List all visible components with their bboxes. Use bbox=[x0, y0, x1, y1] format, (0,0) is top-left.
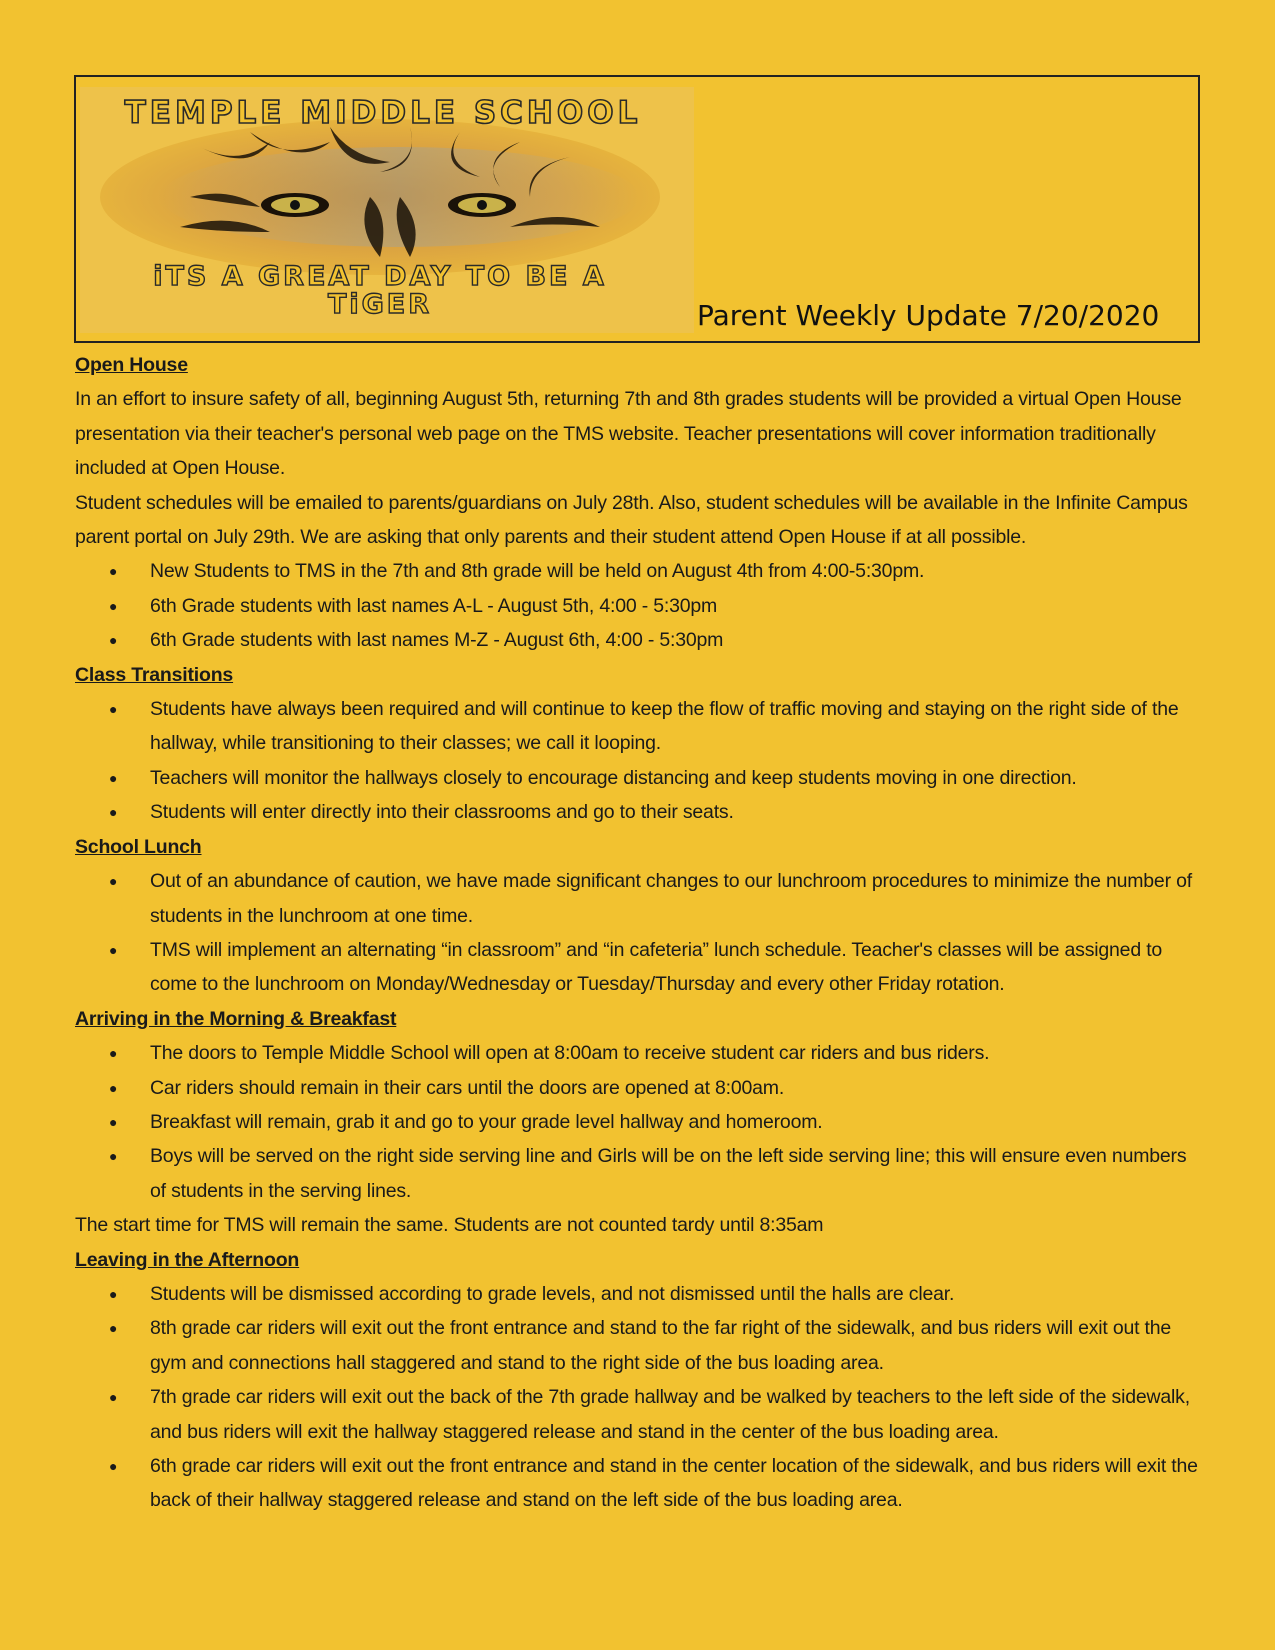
section-note: The start time for TMS will remain the same. Students are not counted tardy until 8:35am bbox=[75, 1214, 824, 1237]
banner-tagline-line2: TiGER bbox=[327, 289, 433, 320]
bullet-item: ● 7th grade car riders will exit out the back of the 7th grade hallway and be walked by teachers to the left side of the sidewalk, and bus riders will exit the hallway staggered release and stand in the center of the bus loading area. bbox=[150, 1380, 1203, 1449]
newsletter-body bbox=[75, 348, 1203, 1518]
school-banner bbox=[80, 87, 694, 333]
banner-title: TEMPLE MIDDLE SCHOOL bbox=[124, 95, 642, 131]
bullet-item: ● Teachers will monitor the hallways closely to encourage distancing and keep students moving in one direction. bbox=[150, 761, 1203, 795]
bullet-list bbox=[75, 864, 1203, 1002]
banner-tagline-line1: iTS A GREAT DAY TO BE A bbox=[153, 261, 607, 292]
section-heading: Class Transitions bbox=[75, 663, 234, 686]
bullet-list bbox=[75, 692, 1203, 830]
section-heading: Open House bbox=[75, 354, 188, 376]
bullet-item: ● Students have always been required and will continue to keep the flow of traffic moving and staying on the right side of the hallway, while transitioning to their classes; we call it looping. bbox=[150, 692, 1203, 761]
bullet-item: ● 6th Grade students with last names A-L - August 5th, 4:00 - 5:30pm bbox=[150, 589, 1203, 623]
bullet-item: ● Boys will be served on the right side serving line and Girls will be on the left side serving line; this will ensure even numbers of students in the serving lines. bbox=[150, 1139, 1203, 1208]
bullet-item: ● 6th grade car riders will exit out the front entrance and stand in the center location of the sidewalk, and bus riders will exit the back of their hallway staggered release and stand on the left side of the bus loading area. bbox=[150, 1449, 1203, 1518]
bullet-list bbox=[75, 1277, 1203, 1518]
section-heading: Leaving in the Afternoon bbox=[75, 1248, 300, 1271]
section-heading: School Lunch bbox=[75, 835, 202, 858]
bullet-item: ● Car riders should remain in their cars until the doors are opened at 8:00am. bbox=[150, 1071, 1203, 1105]
section-paragraph: In an effort to insure safety of all, beginning August 5th, returning 7th and 8th grades students will be provided a virtual Open House presentation via their teacher's personal web page on the TMS website. Teacher presentations will cover information traditionally included at Open House. bbox=[75, 388, 1182, 480]
section-heading: Arriving in the Morning & Breakfast bbox=[75, 1007, 397, 1030]
bullet-item: ● New Students to TMS in the 7th and 8th grade will be held on August 4th from 4:00-5:30pm. bbox=[150, 554, 1203, 588]
bullet-item: ● Out of an abundance of caution, we have made significant changes to our lunchroom procedures to minimize the number of students in the lunchroom at one time. bbox=[150, 864, 1203, 933]
tiger-banner-image bbox=[80, 87, 694, 333]
bullet-item: ● 8th grade car riders will exit out the front entrance and stand to the far right of the sidewalk, and bus riders will exit out the gym and connections hall staggered and stand to the right side of the bus loading area. bbox=[150, 1311, 1203, 1380]
bullet-item: ● 6th Grade students with last names M-Z - August 6th, 4:00 - 5:30pm bbox=[150, 623, 1203, 657]
header-box bbox=[74, 75, 1200, 343]
bullet-list bbox=[75, 554, 1203, 657]
bullet-item: ● The doors to Temple Middle School will open at 8:00am to receive student car riders and bus riders. bbox=[150, 1036, 1203, 1070]
bullet-list bbox=[75, 1036, 1203, 1208]
bullet-item: ● Students will enter directly into their classrooms and go to their seats. bbox=[150, 795, 1203, 829]
bullet-item: ● TMS will implement an alternating “in classroom” and “in cafeteria” lunch schedule. Teacher's classes will be assigned to come to the lunchroom on Monday/Wednesday or Tuesday/Thursday and every other Friday rotation. bbox=[150, 933, 1203, 1002]
update-title: Parent Weekly Update 7/20/2020 bbox=[697, 299, 1160, 332]
section-paragraph: Student schedules will be emailed to parents/guardians on July 28th. Also, student schedules will be available in the Infinite Campus parent portal on July 29th. We are asking that only parents and their student attend Open House if at all possible. bbox=[75, 491, 1188, 549]
bullet-item: ● Breakfast will remain, grab it and go to your grade level hallway and homeroom. bbox=[150, 1105, 1203, 1139]
bullet-item: ● Students will be dismissed according to grade levels, and not dismissed until the halls are clear. bbox=[150, 1277, 1203, 1311]
